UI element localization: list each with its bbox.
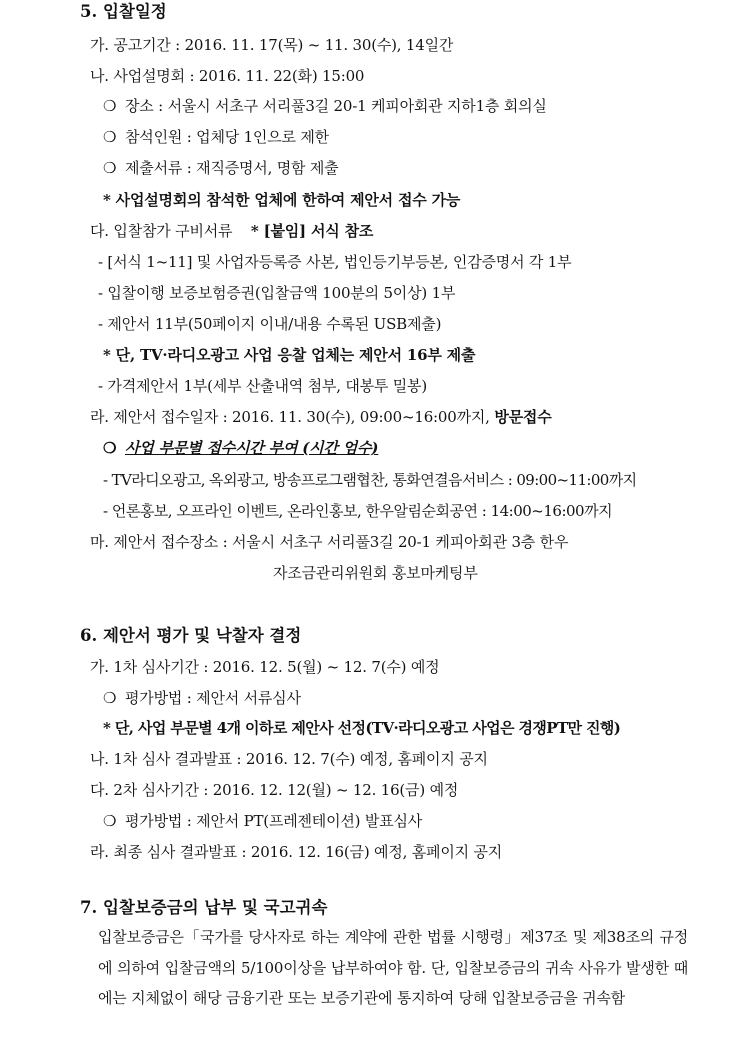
- s6-second-method-item: [103, 811, 422, 831]
- s5-doc-item-4: - 가격제안서 1부(세부 산출내역 첨부, 대봉투 밀봉): [98, 377, 428, 395]
- s5-briefing-note: * 사업설명회의 참석한 업체에 한하여 제안서 접수 가능: [103, 191, 461, 209]
- s5-attendees-item: [103, 127, 329, 147]
- s5-briefing-session: 나. 사업설명회 : 2016. 11. 22(화) 15:00: [90, 67, 365, 85]
- s5-doc-item-2: - 입찰이행 보증보험증권(입찰금액 100분의 5이상) 1부: [98, 284, 456, 302]
- s5-slot-afternoon: - 언론홍보, 오프라인 이벤트, 온라인홍보, 한우알림순회공연 : 14:00~16:00까지: [103, 502, 613, 520]
- s5-place-item: [103, 96, 547, 116]
- s5-tv-radio-note: * 단, TV·라디오광고 사업 응찰 업체는 제안서 16부 제출: [103, 346, 476, 364]
- s6-first-method-text: 평가방법 : 제안서 서류심사: [125, 689, 301, 707]
- section-7-heading: 7. 입찰보증금의 납부 및 국고귀속: [80, 898, 328, 917]
- s5-submission-date-text: 라. 제안서 접수일자 : 2016. 11. 30(수), 09:00~16:00까지,: [90, 408, 490, 426]
- s6-selection-note: * 단, 사업 부문별 4개 이하로 제안사 선정(TV·라디오광고 사업은 경쟁PT만 진행): [103, 719, 621, 737]
- circle-bullet-icon: ❍: [103, 159, 117, 177]
- s5-announcement-period: 가. 공고기간 : 2016. 11. 17(목) ~ 11. 30(수), 14일간: [90, 36, 454, 54]
- s7-paragraph: 입찰보증금은「국가를 당사자로 하는 계약에 관한 법률 시행령」제37조 및 제38조의 규정에 의하여 입찰금액의 5/100이상을 납부하여야 함. 단, 입찰보증금의 귀속 사유가 발생한 때에는 지체없이 해당 금융기관 또는 보증기관에 통지하여 당해 입찰보증금을 귀속함: [98, 928, 688, 1007]
- s5-time-slot-text: 사업 부문별 접수시간 부여 (시간 엄수): [125, 439, 379, 457]
- s5-time-slot-item: [103, 438, 378, 458]
- section-6-heading: 6. 제안서 평가 및 낙찰자 결정: [80, 626, 302, 645]
- s6-second-review-period: 다. 2차 심사기간 : 2016. 12. 12(월) ~ 12. 16(금) 예정: [90, 781, 459, 799]
- s5-visit-submission: 방문접수: [494, 408, 552, 426]
- circle-bullet-icon: ❍: [103, 689, 117, 707]
- s6-first-review-period: 가. 1차 심사기간 : 2016. 12. 5(월) ~ 12. 7(수) 예정: [90, 658, 440, 676]
- s5-attendees-text: 참석인원 : 업체당 1인으로 제한: [125, 128, 329, 146]
- s5-doc-item-1: - [서식 1~11] 및 사업자등록증 사본, 법인등기부등본, 인감증명서 각 1부: [98, 253, 572, 271]
- s5-doc-item-3: - 제안서 11부(50페이지 이내/내용 수록된 USB제출): [98, 315, 442, 333]
- s5-submission-date: [90, 407, 552, 427]
- circle-bullet-icon: ❍: [103, 439, 117, 457]
- s5-documents-item: [103, 158, 338, 178]
- s5-place-text: 장소 : 서울시 서초구 서리풀3길 20-1 케피아회관 지하1층 회의실: [125, 97, 547, 115]
- s6-first-method-item: [103, 688, 301, 708]
- s5-required-docs-label: 다. 입찰참가 구비서류: [90, 222, 233, 240]
- s6-second-method-text: 평가방법 : 제안서 PT(프레젠테이션) 발표심사: [125, 812, 423, 830]
- circle-bullet-icon: ❍: [103, 97, 117, 115]
- s5-submission-place-cont: 자조금관리위원회 홍보마케팅부: [273, 564, 478, 582]
- s5-required-docs-note: * [붙임] 서식 참조: [250, 222, 374, 240]
- s5-documents-text: 제출서류 : 재직증명서, 명함 제출: [125, 159, 339, 177]
- s6-final-result: 라. 최종 심사 결과발표 : 2016. 12. 16(금) 예정, 홈페이지 공지: [90, 843, 503, 861]
- s6-first-result: 나. 1차 심사 결과발표 : 2016. 12. 7(수) 예정, 홈페이지 공지: [90, 750, 488, 768]
- circle-bullet-icon: ❍: [103, 128, 117, 146]
- section-5-heading: 5. 입찰일정: [80, 2, 167, 21]
- s5-slot-morning: - TV라디오광고, 옥외광고, 방송프로그램협찬, 통화연결음서비스 : 09:00~11:00까지: [103, 471, 637, 489]
- circle-bullet-icon: ❍: [103, 812, 117, 830]
- s5-submission-place: 마. 제안서 접수장소 : 서울시 서초구 서리풀3길 20-1 케피아회관 3층 한우: [90, 533, 569, 551]
- s5-required-docs: [90, 221, 373, 241]
